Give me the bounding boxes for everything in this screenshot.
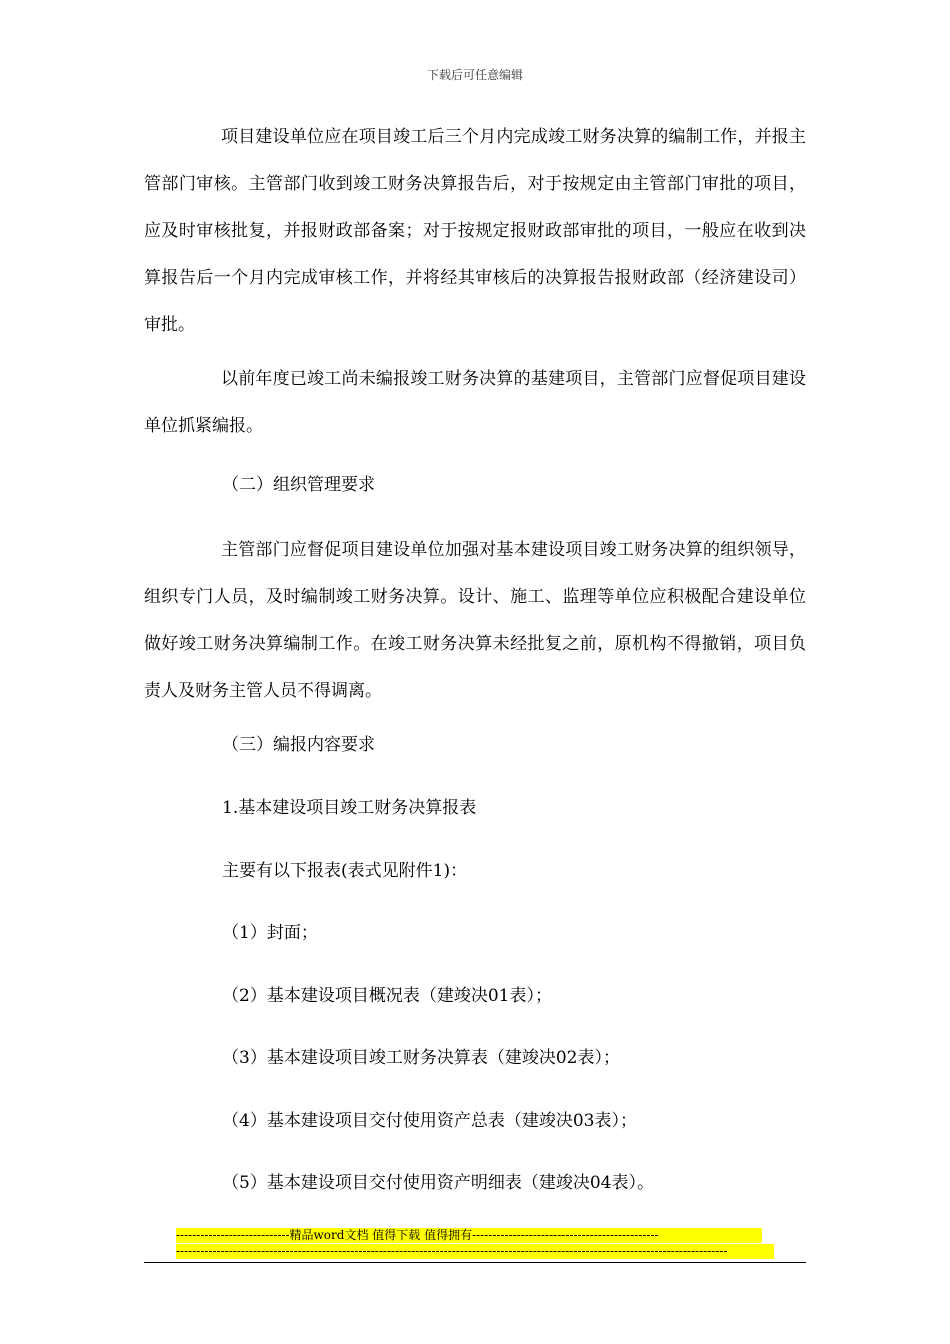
paragraph-1 — [144, 114, 806, 349]
paragraph-2 — [144, 356, 806, 450]
footer-banner-line-1: ----------------------------精品word文档 值得下载 值得拥有---------------------------------------------- — [176, 1228, 762, 1243]
list-item: （1）封面； — [222, 923, 318, 943]
paragraph-3-text: 主管部门应督促项目建设单位加强对基本建设项目竣工财务决算的组织领导，组织专门人员，及时编制竣工财务决算。设计、施工、监理等单位应积极配合建设单位做好竣工财务决算编制工作。在竣工财务决算未经批复之前，原机构不得撤销，项目负责人及财务主管人员不得调离。 — [144, 540, 806, 701]
section-heading-2: （二）组织管理要求 — [222, 475, 375, 495]
header-note: 下载后可任意编辑 — [426, 68, 523, 82]
list-item: （3）基本建设项目竣工财务决算表（建竣决02表）； — [222, 1048, 620, 1068]
list-item: （5）基本建设项目交付使用资产明细表（建竣决04表）。 — [222, 1173, 654, 1193]
paragraph-2-text: 以前年度已竣工尚未编报竣工财务决算的基建项目，主管部门应督促项目建设单位抓紧编报。 — [144, 369, 806, 436]
paragraph-1-text: 项目建设单位应在项目竣工后三个月内完成竣工财务决算的编制工作，并报主管部门审核。主管部门收到竣工财务决算报告后，对于按规定由主管部门审批的项目，应及时审核批复，并报财政部备案；对于按规定报财政部审批的项目，一般应在收到决算报告后一个月内完成审核工作，并将经其审核后的决算报告报财政部（经济建设司）审批。 — [144, 127, 806, 335]
report-list-intro: 主要有以下报表(表式见附件1)： — [222, 861, 468, 881]
list-item: （4）基本建设项目交付使用资产总表（建竣决03表）； — [222, 1111, 637, 1131]
paragraph-3 — [144, 527, 806, 715]
section-heading-3: （三）编报内容要求 — [222, 735, 375, 755]
footer-banner-line-2: ---------------------------------------------------------------------------------------------------------------------------------------- — [176, 1244, 774, 1259]
list-item: （2）基本建设项目概况表（建竣决01表）； — [222, 986, 552, 1006]
footer-divider — [144, 1262, 806, 1263]
item-1-heading: 1.基本建设项目竣工财务决算报表 — [222, 798, 477, 818]
